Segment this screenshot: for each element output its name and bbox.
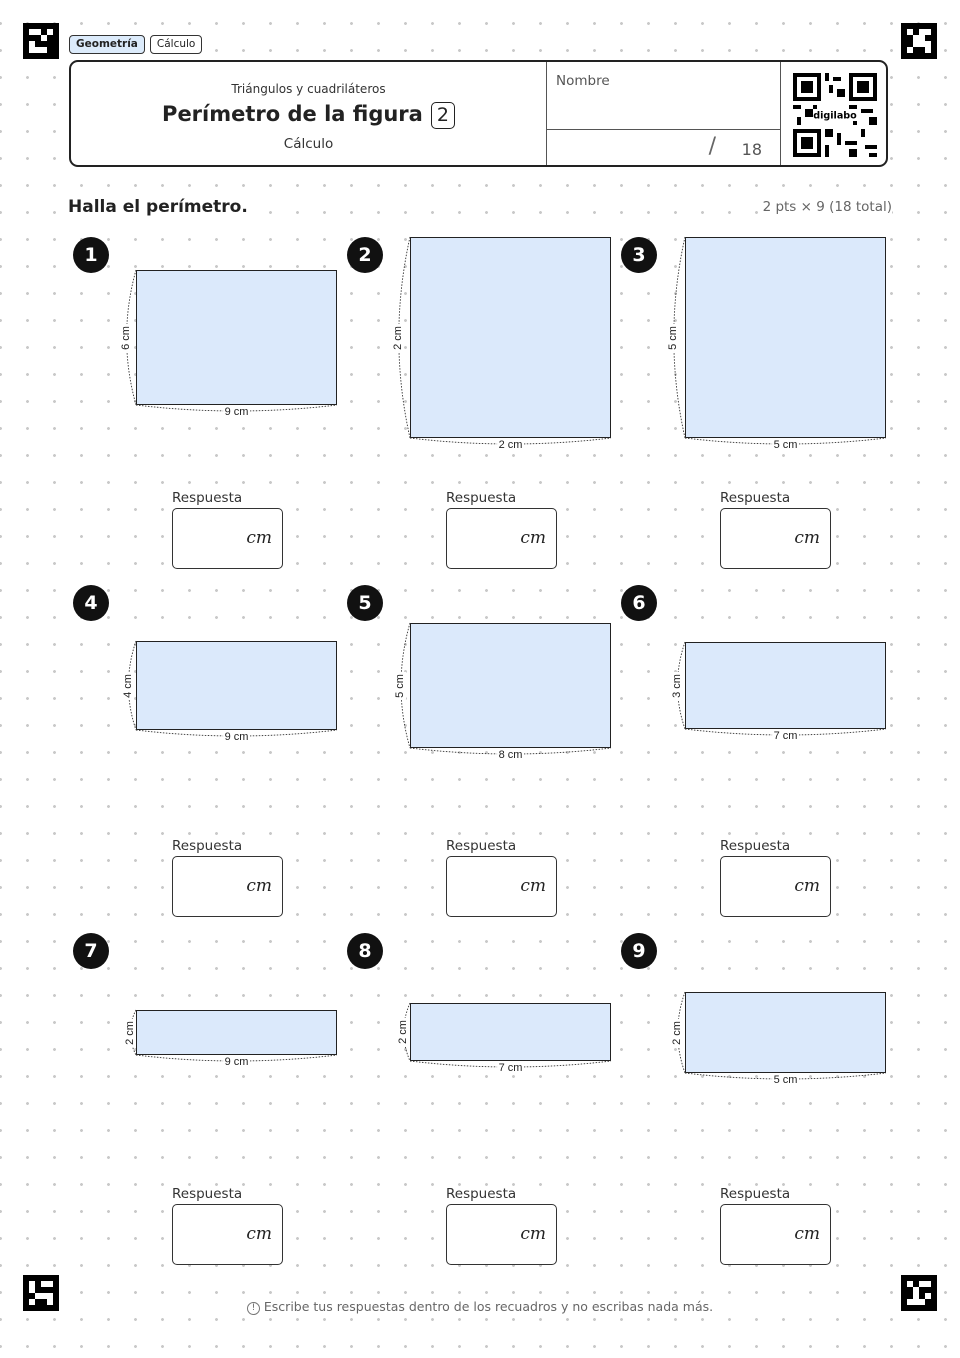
answer-box[interactable] — [172, 856, 283, 917]
worksheet-title-text: Perímetro de la figura — [162, 102, 423, 126]
answer-label: Respuesta — [720, 838, 791, 854]
qr-code-icon — [793, 73, 877, 157]
height-label: 6 cm — [120, 325, 132, 350]
tag-geometria[interactable]: Geometría — [69, 35, 145, 54]
width-label: 2 cm — [498, 439, 523, 451]
corner-marker-top-right — [901, 23, 937, 59]
height-label: 5 cm — [394, 673, 407, 698]
points-text: 2 pts × 9 (18 total) — [762, 199, 892, 215]
answer-box[interactable] — [720, 1204, 831, 1265]
footer-text: Escribe tus respuestas dentro de los recuadros y no escribas nada más. — [263, 1299, 714, 1314]
rectangle-figure — [685, 992, 886, 1073]
answer-unit: cm — [520, 528, 546, 548]
tag-calculo[interactable]: Cálculo — [150, 35, 202, 54]
rectangle-figure — [685, 642, 886, 729]
rectangle-figure — [136, 270, 337, 405]
problem-number-badge: 3 — [621, 237, 657, 273]
width-label: 9 cm — [224, 1056, 249, 1068]
problem-number-badge: 6 — [621, 585, 657, 621]
worksheet-category: Cálculo — [283, 136, 334, 152]
rectangle-figure — [410, 623, 611, 748]
footer-note — [0, 1299, 960, 1315]
width-label: 5 cm — [773, 439, 798, 451]
answer-label: Respuesta — [172, 1186, 243, 1202]
tag-list — [69, 35, 202, 54]
rectangle-figure — [410, 1003, 611, 1061]
problem-number-badge: 8 — [347, 933, 383, 969]
answer-unit: cm — [246, 528, 272, 548]
score-slash: / — [708, 134, 716, 159]
name-divider — [547, 129, 780, 130]
answer-unit: cm — [794, 1224, 820, 1244]
answer-unit: cm — [794, 876, 820, 896]
problem-number-badge: 4 — [73, 585, 109, 621]
rectangle-figure — [410, 237, 611, 438]
width-label: 8 cm — [498, 749, 523, 761]
width-label: 9 cm — [224, 406, 249, 418]
answer-label: Respuesta — [172, 838, 243, 854]
width-label: 7 cm — [498, 1062, 523, 1074]
qr-caption: digilabo — [813, 110, 857, 122]
rectangle-figure — [136, 1010, 337, 1055]
problem-number-badge: 1 — [73, 237, 109, 273]
height-label: 2 cm — [392, 325, 405, 350]
rectangle-figure — [136, 641, 337, 730]
answer-box[interactable] — [446, 856, 557, 917]
height-label: 3 cm — [671, 673, 684, 698]
answer-unit: cm — [246, 876, 272, 896]
problem-number-badge: 2 — [347, 237, 383, 273]
answer-unit: cm — [520, 1224, 546, 1244]
info-circle-icon: ! — [247, 1302, 260, 1315]
answer-box[interactable] — [172, 1204, 283, 1265]
worksheet-header — [69, 60, 888, 167]
name-label: Nombre — [556, 73, 610, 89]
worksheet-title — [71, 102, 546, 129]
height-label: 2 cm — [397, 1020, 410, 1044]
height-label: 4 cm — [121, 673, 134, 698]
height-label: 2 cm — [123, 1020, 136, 1045]
score-total: 18 — [741, 140, 762, 159]
rectangle-figure — [685, 237, 886, 438]
name-field[interactable] — [546, 62, 781, 165]
height-label: 5 cm — [667, 325, 680, 350]
worksheet-subtitle: Triángulos y cuadriláteros — [231, 82, 386, 96]
corner-marker-top-left — [23, 23, 59, 59]
answer-label: Respuesta — [720, 490, 791, 506]
answer-label: Respuesta — [720, 1186, 791, 1202]
answer-unit: cm — [520, 876, 546, 896]
answer-box[interactable] — [172, 508, 283, 569]
problem-number-badge: 5 — [347, 585, 383, 621]
answer-label: Respuesta — [446, 1186, 517, 1202]
title-block — [71, 62, 546, 165]
answer-box[interactable] — [720, 856, 831, 917]
answer-box[interactable] — [446, 1204, 557, 1265]
problem-number-badge: 9 — [621, 933, 657, 969]
answer-box[interactable] — [446, 508, 557, 569]
answer-label: Respuesta — [446, 838, 517, 854]
problem-number-badge: 7 — [73, 933, 109, 969]
height-label: 2 cm — [671, 1020, 684, 1045]
answer-label: Respuesta — [446, 490, 517, 506]
width-label: 9 cm — [224, 731, 249, 743]
worksheet-number: 2 — [431, 102, 455, 129]
answer-unit: cm — [794, 528, 820, 548]
instruction-text: Halla el perímetro. — [68, 197, 252, 217]
answer-label: Respuesta — [172, 490, 243, 506]
width-label: 7 cm — [773, 730, 798, 742]
answer-box[interactable] — [720, 508, 831, 569]
width-label: 5 cm — [773, 1074, 798, 1086]
answer-unit: cm — [246, 1224, 272, 1244]
